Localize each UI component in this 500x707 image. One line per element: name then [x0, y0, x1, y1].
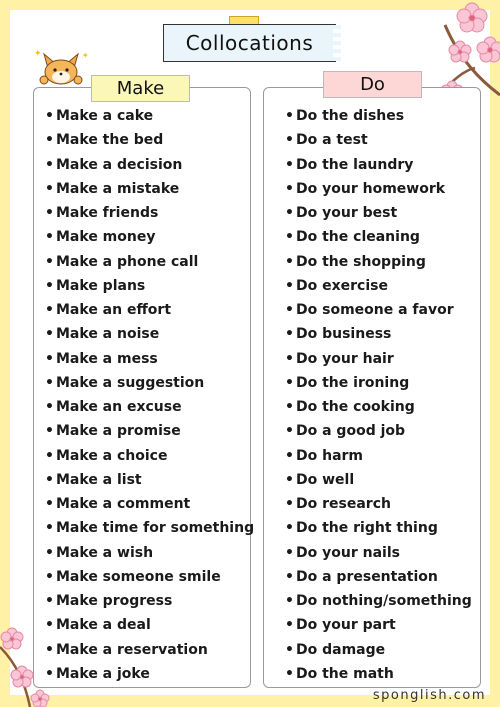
page-title: Collocations	[163, 24, 336, 62]
do-collocation-list	[285, 104, 472, 686]
make-collocation-list	[45, 104, 254, 686]
list-item: • Do your hair	[285, 347, 472, 371]
list-item: • Do your best	[285, 201, 472, 225]
list-item: • Do the dishes	[285, 104, 472, 128]
list-item: • Make a joke	[45, 662, 254, 686]
list-item: • Do the ironing	[285, 371, 472, 395]
list-item: • Make a deal	[45, 613, 254, 637]
footer-website: sponglish.com	[372, 688, 486, 703]
list-item: • Make a comment	[45, 492, 254, 516]
list-item: • Do damage	[285, 638, 472, 662]
list-item: • Make the bed	[45, 128, 254, 152]
corgi-icon	[30, 44, 92, 88]
list-item: • Make someone smile	[45, 565, 254, 589]
list-item: • Make money	[45, 225, 254, 249]
list-item: • Do harm	[285, 444, 472, 468]
do-column-label: Do	[323, 71, 422, 98]
list-item: • Do your homework	[285, 177, 472, 201]
list-item: • Make a list	[45, 468, 254, 492]
list-item: • Make a suggestion	[45, 371, 254, 395]
list-item: • Do the cleaning	[285, 225, 472, 249]
list-item: • Make a mistake	[45, 177, 254, 201]
list-item: • Do the cooking	[285, 395, 472, 419]
list-item: • Make a reservation	[45, 638, 254, 662]
list-item: • Do a good job	[285, 419, 472, 443]
list-item: • Make time for something	[45, 516, 254, 540]
list-item: • Make a phone call	[45, 250, 254, 274]
list-item: • Make friends	[45, 201, 254, 225]
list-item: • Do exercise	[285, 274, 472, 298]
list-item: • Do nothing/something	[285, 589, 472, 613]
list-item: • Do research	[285, 492, 472, 516]
list-item: • Make a decision	[45, 153, 254, 177]
list-item: • Make a wish	[45, 541, 254, 565]
list-item: • Make a cake	[45, 104, 254, 128]
list-item: • Make a mess	[45, 347, 254, 371]
list-item: • Do the right thing	[285, 516, 472, 540]
list-item: • Make a choice	[45, 444, 254, 468]
list-item: • Do well	[285, 468, 472, 492]
list-item: • Make progress	[45, 589, 254, 613]
list-item: • Do a presentation	[285, 565, 472, 589]
list-item: • Make an excuse	[45, 395, 254, 419]
list-item: • Do business	[285, 322, 472, 346]
list-item: • Make plans	[45, 274, 254, 298]
list-item: • Do someone a favor	[285, 298, 472, 322]
svg-text:✦: ✦	[34, 49, 42, 59]
list-item: • Do the math	[285, 662, 472, 686]
list-item: • Make a noise	[45, 322, 254, 346]
list-item: • Do your part	[285, 613, 472, 637]
list-item: • Do your nails	[285, 541, 472, 565]
list-item: • Do the shopping	[285, 250, 472, 274]
list-item: • Make an effort	[45, 298, 254, 322]
list-item: • Make a promise	[45, 419, 254, 443]
list-item: • Do a test	[285, 128, 472, 152]
svg-text:✦: ✦	[82, 51, 89, 60]
make-column-label: Make	[91, 75, 190, 102]
list-item: • Do the laundry	[285, 153, 472, 177]
